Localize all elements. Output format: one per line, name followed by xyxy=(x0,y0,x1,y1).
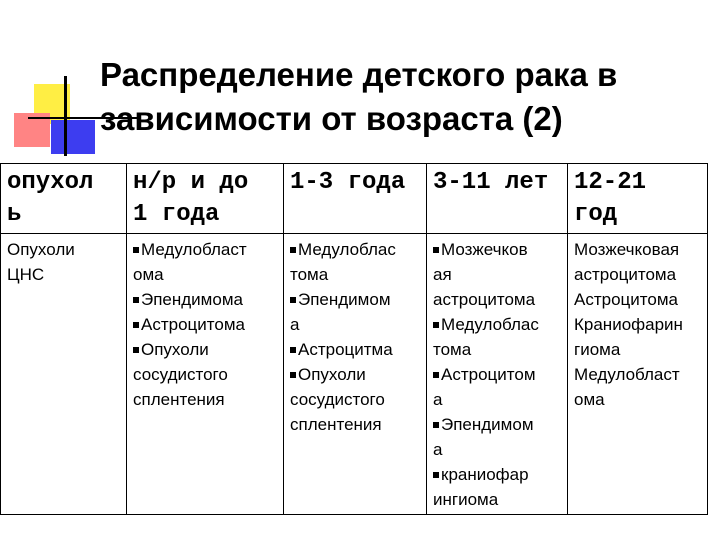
square-bullet-icon xyxy=(433,372,439,378)
list-item: Эпендимома xyxy=(133,287,278,312)
square-bullet-icon xyxy=(133,347,139,353)
age-distribution-table xyxy=(0,163,708,515)
list-item: Медулоблас тома xyxy=(290,240,396,284)
table-row xyxy=(1,234,708,515)
list-item: Астроцитма xyxy=(290,337,421,362)
square-bullet-icon xyxy=(290,347,296,353)
square-bullet-icon xyxy=(433,322,439,328)
square-bullet-icon xyxy=(290,372,296,378)
cell-age-12-21: Мозжечковая астроцитома Астроцитома Краниофарин гиома Медулобласт ома xyxy=(568,234,708,515)
square-bullet-icon xyxy=(433,247,439,253)
list-item: Астроцитома xyxy=(133,312,278,337)
cell-age-1-3 xyxy=(284,234,427,515)
list-item: Медулоблас тома xyxy=(433,315,539,359)
square-bullet-icon xyxy=(133,297,139,303)
list-item: краниофар ингиома xyxy=(433,465,529,509)
header-age-12-21: 12-21 год xyxy=(568,164,708,234)
decor-vertical-line xyxy=(64,76,67,156)
list-item: Мозжечков ая астроцитома xyxy=(433,240,536,309)
square-bullet-icon xyxy=(290,297,296,303)
square-bullet-icon xyxy=(290,247,296,253)
list-item: Опухоли сосудистого сплентения xyxy=(290,365,385,434)
list-item: Медулобласт ома xyxy=(133,240,247,284)
slide-title xyxy=(100,53,700,141)
header-row xyxy=(1,164,708,234)
list-item: Опухоли сосудистого сплентения xyxy=(133,340,228,409)
header-age-1-3: 1-3 года xyxy=(284,164,427,234)
decor-blue-square xyxy=(51,120,95,154)
square-bullet-icon xyxy=(133,247,139,253)
header-tumor: опухол ь xyxy=(1,164,127,234)
cell-infant xyxy=(127,234,284,515)
title-line-2: зависимости от возраста (2) xyxy=(100,100,563,137)
list-item: Эпендимом а xyxy=(433,415,534,459)
square-bullet-icon xyxy=(433,422,439,428)
square-bullet-icon xyxy=(433,472,439,478)
header-infant: н/р и до 1 года xyxy=(127,164,284,234)
cell-age-3-11 xyxy=(427,234,568,515)
list-item: Астроцитом а xyxy=(433,365,536,409)
square-bullet-icon xyxy=(133,322,139,328)
cell-tumor-type: Опухоли ЦНС xyxy=(1,234,127,515)
header-age-3-11: 3-11 лет xyxy=(427,164,568,234)
title-line-1: Распределение детского рака в xyxy=(100,56,618,93)
list-item: Эпендимом а xyxy=(290,290,391,334)
